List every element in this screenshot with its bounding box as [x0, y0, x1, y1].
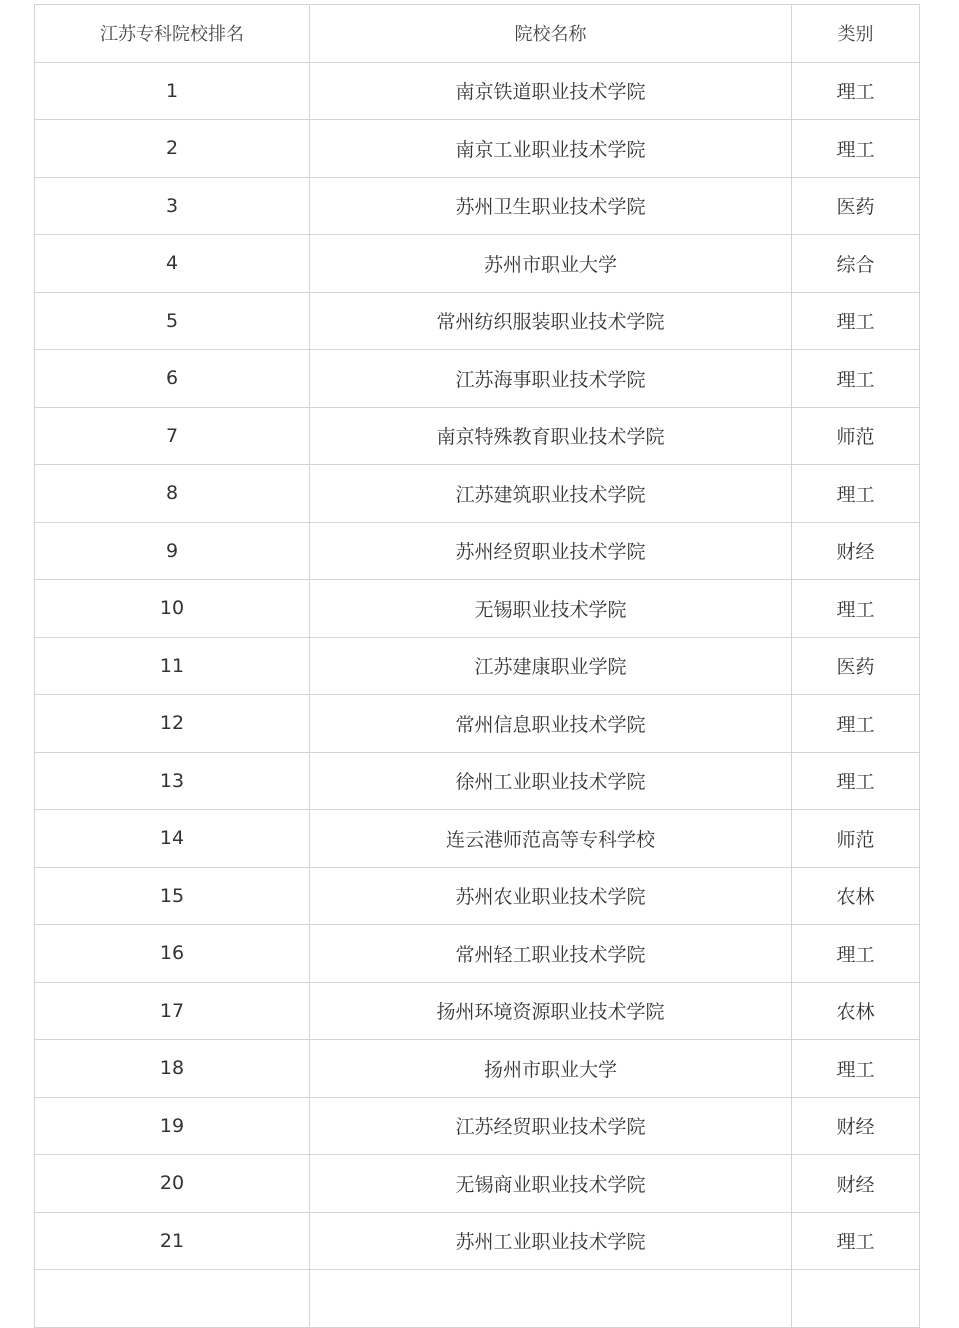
cell-rank: 3 [35, 177, 310, 235]
cell-school-name: 连云港师范高等专科学校 [310, 810, 792, 868]
cell-rank: 6 [35, 350, 310, 408]
table-row [35, 235, 920, 293]
cell-category: 师范 [792, 407, 920, 465]
cell-rank: 20 [35, 1155, 310, 1213]
table-row [35, 1270, 920, 1328]
cell-category: 财经 [792, 1155, 920, 1213]
cell-rank: 15 [35, 867, 310, 925]
header-school-name: 院校名称 [310, 5, 792, 63]
cell-category: 理工 [792, 925, 920, 983]
cell-school-name: 江苏建康职业学院 [310, 637, 792, 695]
cell-school-name: 苏州工业职业技术学院 [310, 1212, 792, 1270]
cell-category: 医药 [792, 637, 920, 695]
cell-rank: 21 [35, 1212, 310, 1270]
cell-rank: 2 [35, 120, 310, 178]
cell-school-name: 江苏海事职业技术学院 [310, 350, 792, 408]
cell-category: 理工 [792, 1212, 920, 1270]
cell-rank: 9 [35, 522, 310, 580]
cell-rank: 5 [35, 292, 310, 350]
table-row [35, 695, 920, 753]
cell-rank: 10 [35, 580, 310, 638]
table-header-row [35, 5, 920, 63]
cell-category: 师范 [792, 810, 920, 868]
cell-category: 理工 [792, 752, 920, 810]
cell-rank: 13 [35, 752, 310, 810]
cell-school-name [310, 1270, 792, 1328]
cell-school-name: 苏州卫生职业技术学院 [310, 177, 792, 235]
cell-category [792, 1270, 920, 1328]
cell-school-name: 南京特殊教育职业技术学院 [310, 407, 792, 465]
table-row [35, 120, 920, 178]
cell-school-name: 常州信息职业技术学院 [310, 695, 792, 753]
cell-category: 医药 [792, 177, 920, 235]
cell-school-name: 南京铁道职业技术学院 [310, 62, 792, 120]
cell-category: 理工 [792, 350, 920, 408]
cell-school-name: 苏州农业职业技术学院 [310, 867, 792, 925]
table-row [35, 292, 920, 350]
table-row [35, 637, 920, 695]
cell-school-name: 常州纺织服装职业技术学院 [310, 292, 792, 350]
header-rank: 江苏专科院校排名 [35, 5, 310, 63]
table-row [35, 867, 920, 925]
table-row [35, 177, 920, 235]
table-row [35, 580, 920, 638]
cell-school-name: 徐州工业职业技术学院 [310, 752, 792, 810]
cell-rank: 18 [35, 1040, 310, 1098]
cell-category: 理工 [792, 292, 920, 350]
cell-category: 财经 [792, 522, 920, 580]
table-row [35, 810, 920, 868]
cell-school-name: 江苏经贸职业技术学院 [310, 1097, 792, 1155]
table-row [35, 925, 920, 983]
cell-school-name: 无锡职业技术学院 [310, 580, 792, 638]
cell-rank: 19 [35, 1097, 310, 1155]
cell-category: 理工 [792, 465, 920, 523]
table-row [35, 982, 920, 1040]
cell-rank: 7 [35, 407, 310, 465]
cell-rank: 12 [35, 695, 310, 753]
cell-school-name: 扬州市职业大学 [310, 1040, 792, 1098]
table-row [35, 1212, 920, 1270]
cell-rank: 8 [35, 465, 310, 523]
cell-rank: 11 [35, 637, 310, 695]
cell-school-name: 南京工业职业技术学院 [310, 120, 792, 178]
cell-school-name: 苏州经贸职业技术学院 [310, 522, 792, 580]
table-row [35, 752, 920, 810]
table-row [35, 465, 920, 523]
cell-rank: 14 [35, 810, 310, 868]
ranking-table [34, 4, 920, 1328]
table-row [35, 350, 920, 408]
cell-category: 理工 [792, 580, 920, 638]
cell-rank: 16 [35, 925, 310, 983]
table-row [35, 522, 920, 580]
cell-category: 理工 [792, 62, 920, 120]
header-category: 类别 [792, 5, 920, 63]
cell-school-name: 江苏建筑职业技术学院 [310, 465, 792, 523]
table-row [35, 1040, 920, 1098]
cell-category: 农林 [792, 867, 920, 925]
table-row [35, 1155, 920, 1213]
ranking-table-container [34, 4, 919, 1328]
cell-category: 财经 [792, 1097, 920, 1155]
cell-rank: 17 [35, 982, 310, 1040]
cell-school-name: 无锡商业职业技术学院 [310, 1155, 792, 1213]
table-row [35, 407, 920, 465]
cell-school-name: 苏州市职业大学 [310, 235, 792, 293]
table-row [35, 1097, 920, 1155]
cell-rank: 4 [35, 235, 310, 293]
cell-category: 理工 [792, 1040, 920, 1098]
cell-rank: 1 [35, 62, 310, 120]
table-row [35, 62, 920, 120]
cell-category: 农林 [792, 982, 920, 1040]
cell-school-name: 扬州环境资源职业技术学院 [310, 982, 792, 1040]
cell-category: 理工 [792, 120, 920, 178]
cell-school-name: 常州轻工职业技术学院 [310, 925, 792, 983]
cell-category: 理工 [792, 695, 920, 753]
cell-category: 综合 [792, 235, 920, 293]
cell-rank [35, 1270, 310, 1328]
